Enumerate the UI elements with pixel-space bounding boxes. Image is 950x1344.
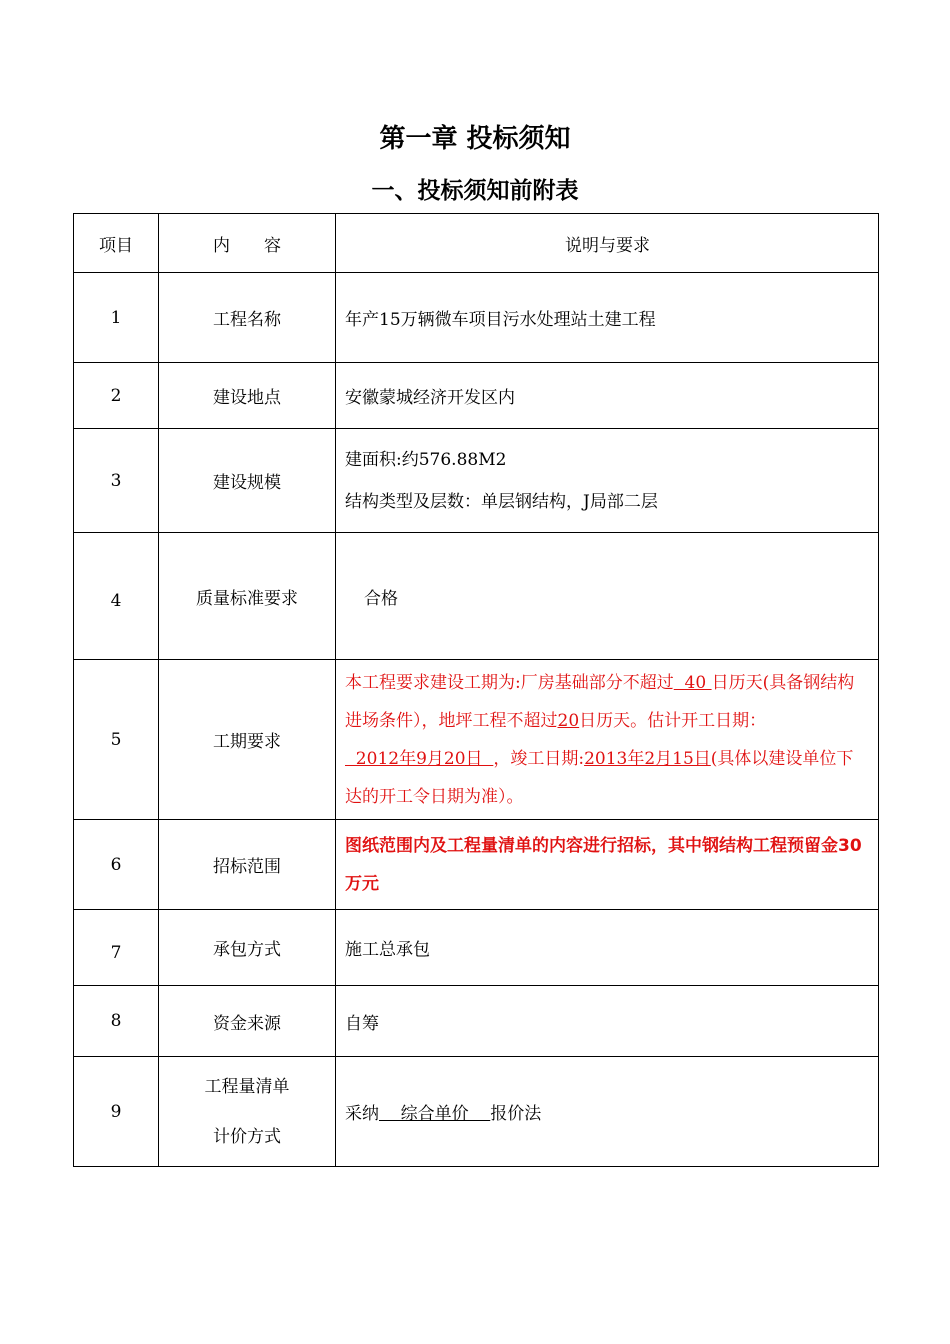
row-no: 3 bbox=[74, 429, 159, 533]
item-line: 工程量清单 bbox=[204, 1076, 290, 1097]
desc-text: 采纳 bbox=[345, 1104, 379, 1124]
desc-text: 日历天(具备钢结构进场条件），地坪工程不超过 bbox=[345, 672, 855, 731]
desc-text: ，竣工日期: bbox=[493, 748, 585, 769]
section-title: 一、投标须知前附表 bbox=[371, 178, 579, 204]
completion-date: 2013年2月15日 bbox=[584, 748, 711, 769]
desc-text: (具体以建设单位下达的开工令日期为准）。 bbox=[345, 748, 854, 807]
row-no: 1 bbox=[74, 273, 159, 363]
row-item: 建设规模 bbox=[159, 429, 336, 533]
desc-text: 报价法 bbox=[490, 1104, 542, 1124]
row-item: 招标范围 bbox=[159, 820, 336, 910]
table-row bbox=[74, 1057, 879, 1167]
row-no: 7 bbox=[74, 910, 159, 986]
row-item: 建设地点 bbox=[159, 363, 336, 429]
table-row bbox=[74, 533, 879, 660]
desc-text: 日历天。估计开工日期： bbox=[579, 710, 767, 731]
table-row bbox=[74, 986, 879, 1057]
item-line: 计价方式 bbox=[213, 1126, 281, 1147]
row-no: 2 bbox=[74, 363, 159, 429]
row-item: 承包方式 bbox=[159, 910, 336, 986]
duration-foundation: 40 bbox=[673, 672, 712, 693]
row-item bbox=[159, 1057, 336, 1167]
chapter-title: 第一章 投标须知 bbox=[379, 124, 571, 154]
row-desc: 图纸范围内及工程量清单的内容进行招标，其中钢结构工程预留金30万元 bbox=[336, 820, 879, 910]
row-desc: 安徽蒙城经济开发区内 bbox=[336, 363, 879, 429]
table-row bbox=[74, 660, 879, 820]
table-row bbox=[74, 363, 879, 429]
header-item-no: 项目 bbox=[74, 214, 159, 273]
table-row bbox=[74, 910, 879, 986]
table-row bbox=[74, 273, 879, 363]
row-no: 6 bbox=[74, 820, 159, 910]
row-item: 工期要求 bbox=[159, 660, 336, 820]
row-desc bbox=[336, 660, 879, 820]
table-row bbox=[74, 429, 879, 533]
row-item: 资金来源 bbox=[159, 986, 336, 1057]
row-item: 工程名称 bbox=[159, 273, 336, 363]
row-desc: 年产15万辆微车项目污水处理站土建工程 bbox=[336, 273, 879, 363]
pricing-method: 综合单价 bbox=[379, 1104, 491, 1124]
row-desc: 施工总承包 bbox=[336, 910, 879, 986]
row-desc: 自筹 bbox=[336, 986, 879, 1057]
row-item: 质量标准要求 bbox=[159, 533, 336, 660]
header-content: 内 容 bbox=[159, 214, 336, 273]
row-desc: 合格 bbox=[336, 533, 879, 660]
bid-notice-table bbox=[73, 213, 879, 1167]
table-row bbox=[74, 820, 879, 910]
table-header-row bbox=[74, 214, 879, 273]
row-desc bbox=[336, 429, 879, 533]
row-desc bbox=[336, 1057, 879, 1167]
row-no: 5 bbox=[74, 660, 159, 820]
duration-floor: 20 bbox=[557, 710, 580, 731]
header-description: 说明与要求 bbox=[336, 214, 879, 273]
start-date: 2012年9月20日 bbox=[345, 748, 494, 769]
row-no: 9 bbox=[74, 1057, 159, 1167]
row-no: 8 bbox=[74, 986, 159, 1057]
desc-text: 本工程要求建设工期为:厂房基础部分不超过 bbox=[345, 672, 674, 693]
row-no: 4 bbox=[74, 533, 159, 660]
desc-line: 结构类型及层数：单层钢结构，J局部二层 bbox=[345, 491, 658, 512]
desc-line: 建面积:约576.88M2 bbox=[345, 449, 507, 470]
